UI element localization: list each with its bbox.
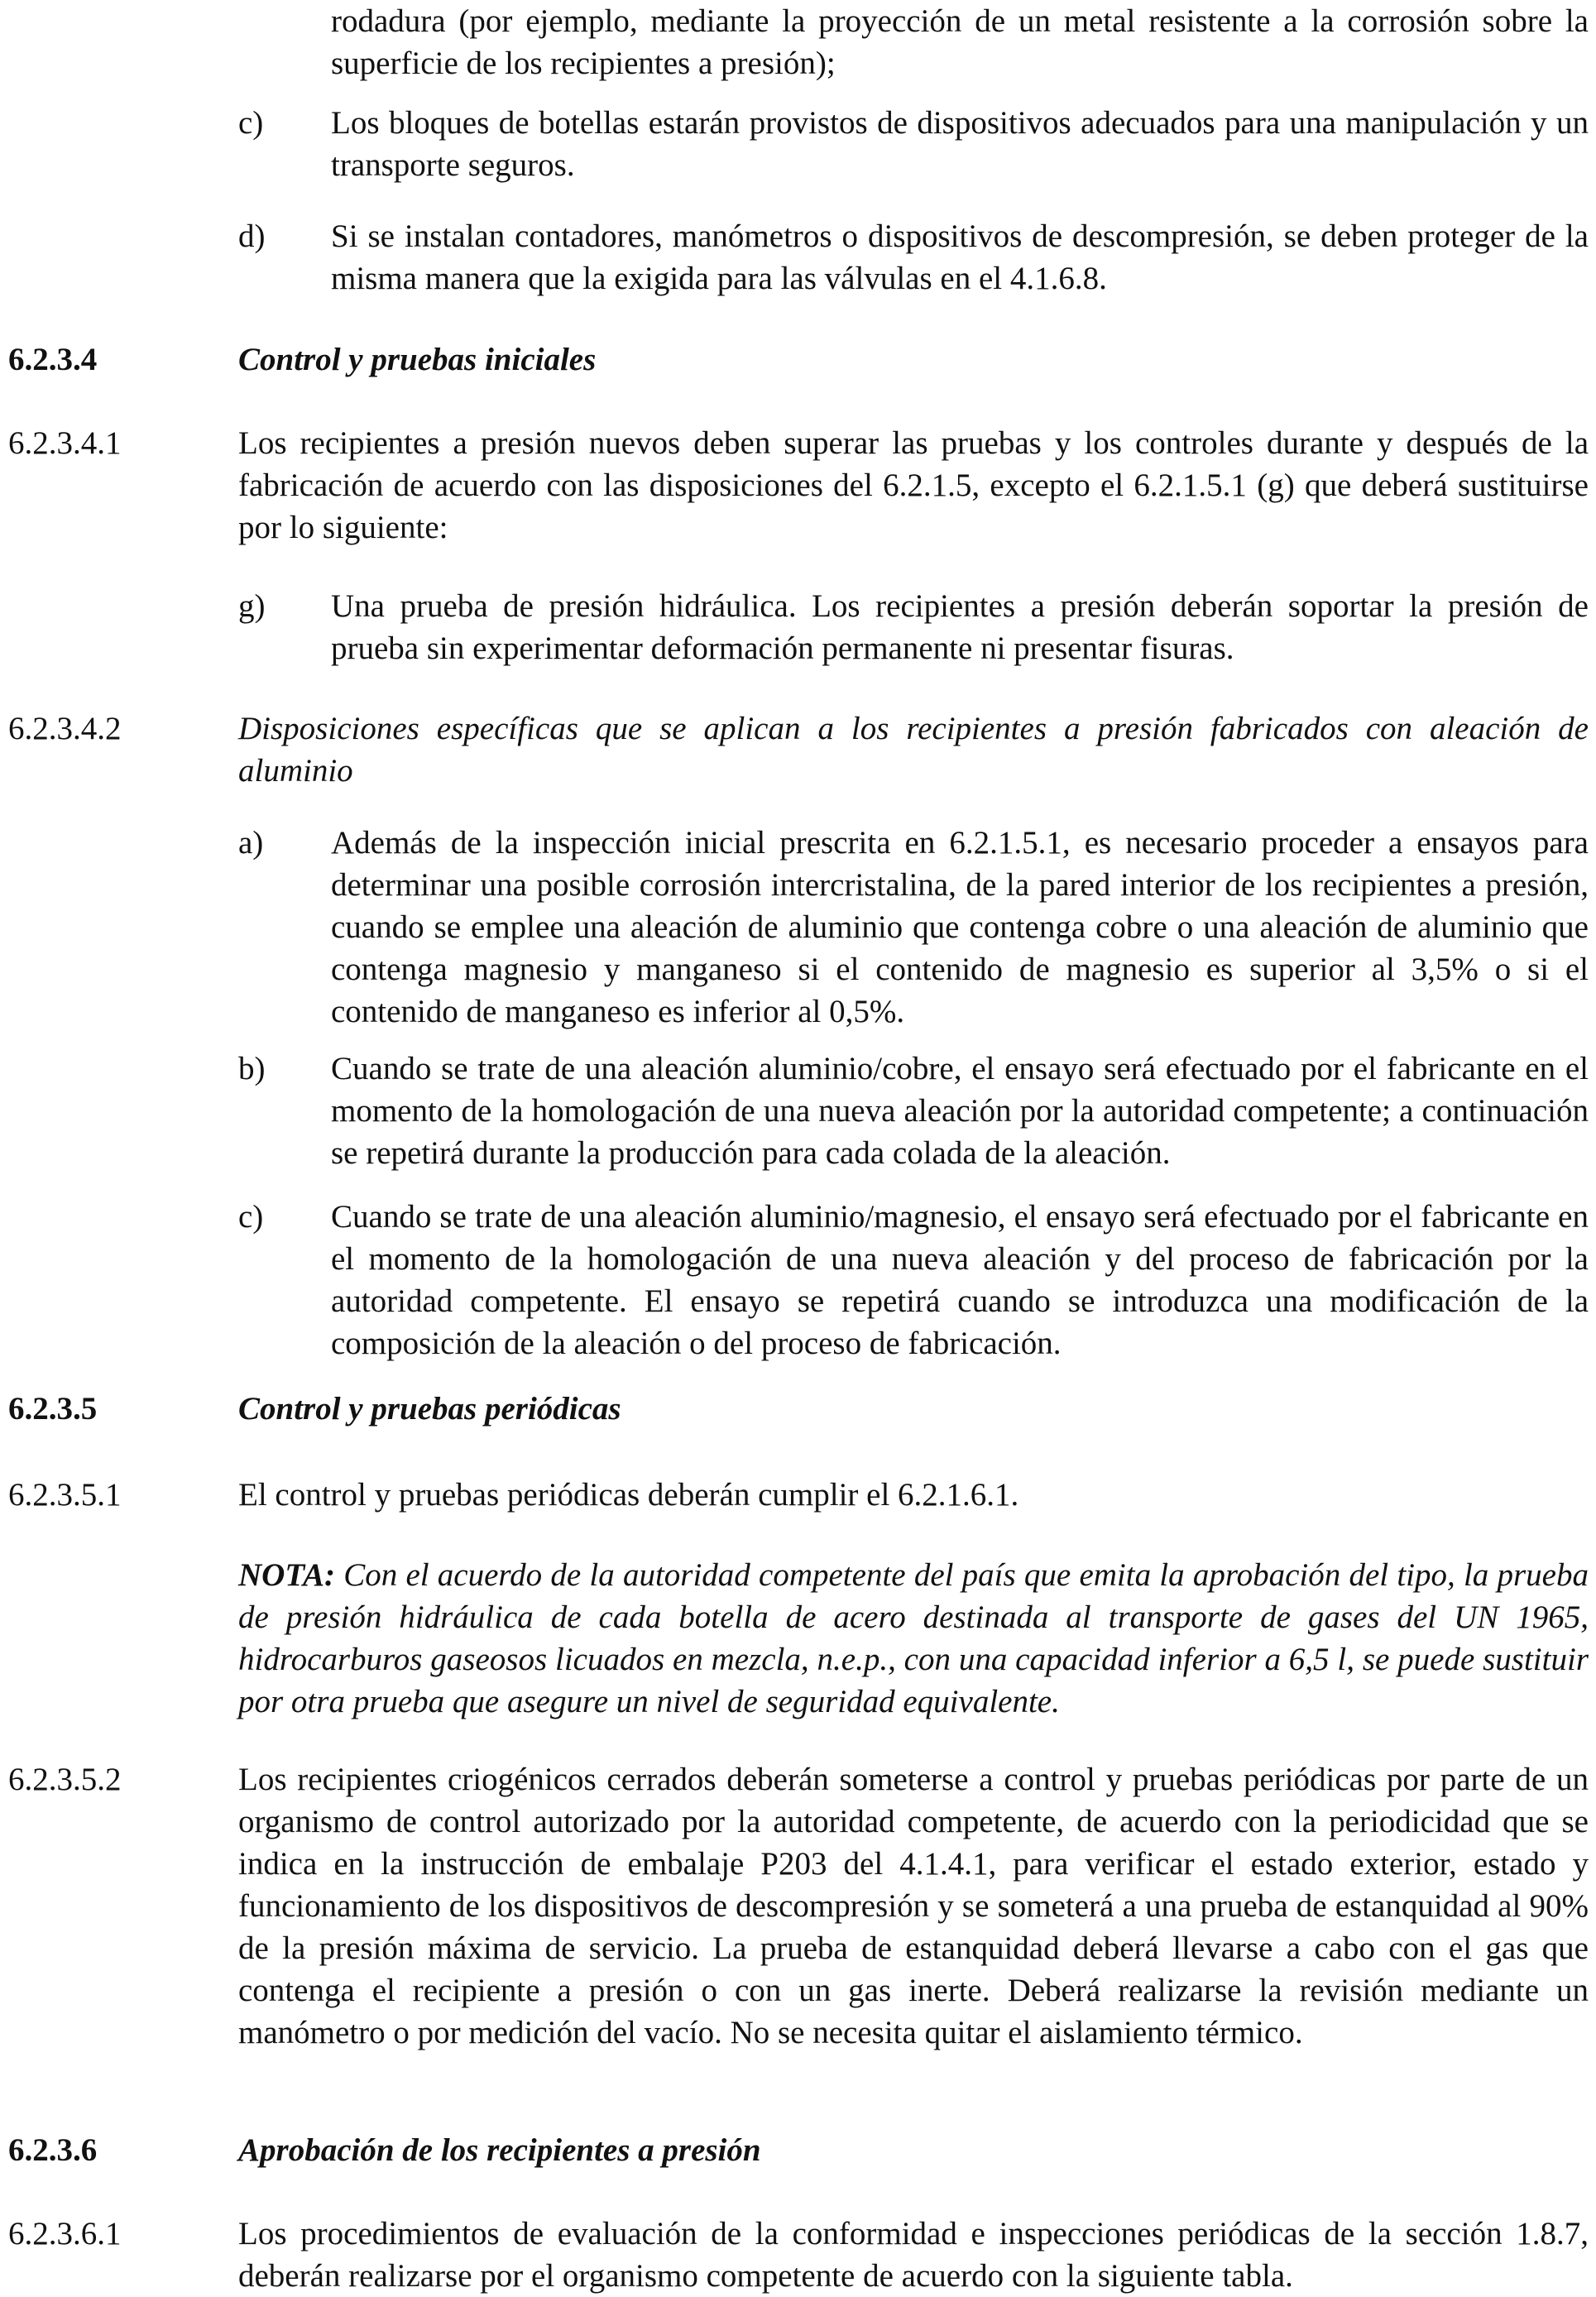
section-62361-text: Los procedimientos de evaluación de la conformidad e inspecciones periódicas de la sección 1.8.7, deberán realizarse por el organismo competente de acuerdo con la siguiente tabla.	[238, 2216, 1589, 2294]
section-62352-text: Los recipientes criogénicos cerrados deberán someterse a control y pruebas periódicas por parte de un organismo de control autorizado por la autoridad competente, de acuerdo con la periodicidad que se indica en la instrucción de embalaje P203 del 4.1.4.1, para verificar el estado exterior, estado y funcionamiento de los dispositivos de descompresión y se someterá a una prueba de estanquidad al 90% de la presión máxima de servicio. La prueba de estanquidad deberá llevarse a cabo con el gas que contenga el recipiente a presión o con un gas inerte. Deberá realizarse la revisión mediante un manómetro o por medición del vacío. No se necesita quitar el aislamiento térmico.	[238, 1762, 1589, 2050]
item-c2-text: Cuando se trate de una aleación aluminio/magnesio, el ensayo será efectuado por el fabricante en el momento de la homologación de una nueva aleación y del proceso de fabricación por la autoridad competente. El ensayo se repetirá cuando se introduzca una modificación de la composición de la aleación o del proceso de fabricación.	[331, 1199, 1589, 1361]
section-62341-number: 6.2.3.4.1	[8, 425, 122, 461]
section-6234-number: 6.2.3.4	[8, 342, 98, 377]
item-a-text: Además de la inspección inicial prescrita en 6.2.1.5.1, es necesario proceder a ensayos para determinar una posible corrosión intercristalina, de la pared interior de los recipientes a presión, cuando se emplee una aleación de aluminio que contenga cobre o una aleación de aluminio que contenga magnesio y manganeso si el contenido de magnesio es superior al 3,5% o si el contenido de manganeso es inferior al 0,5%.	[331, 825, 1589, 1029]
section-62341-text: Los recipientes a presión nuevos deben superar las pruebas y los controles durante y después de la fabricación de acuerdo con las disposiciones del 6.2.1.5, excepto el 6.2.1.5.1 (g) que deberá sustituirse por lo siguiente:	[238, 425, 1589, 545]
item-g-letter: g)	[238, 588, 266, 624]
item-c2-letter: c)	[238, 1199, 264, 1235]
item-c-letter: c)	[238, 105, 264, 141]
section-62352-number: 6.2.3.5.2	[8, 1762, 122, 1797]
section-6235-title: Control y pruebas periódicas	[238, 1391, 621, 1427]
section-62351-text: El control y pruebas periódicas deberán cumplir el 6.2.1.6.1.	[238, 1477, 1019, 1513]
section-6234-title: Control y pruebas iniciales	[238, 342, 597, 377]
item-a-letter: a)	[238, 825, 264, 861]
item-g-text: Una prueba de presión hidráulica. Los recipientes a presión deberán soportar la presión de prueba sin experimentar deformación permanente ni presentar fisuras.	[331, 588, 1589, 666]
section-62342-number: 6.2.3.4.2	[8, 711, 122, 746]
section-62351-note	[238, 1554, 1589, 1723]
item-d-letter: d)	[238, 218, 266, 254]
item-b-text: Cuando se trate de una aleación aluminio/cobre, el ensayo será efectuado por el fabricante en el momento de la homologación de una nueva aleación por la autoridad competente; a continuación se repetirá durante la producción para cada colada de la aleación.	[331, 1051, 1589, 1171]
section-62361-number: 6.2.3.6.1	[8, 2216, 122, 2251]
item-b-letter: b)	[238, 1051, 266, 1086]
section-62342-title: Disposiciones específicas que se aplican a los recipientes a presión fabricados con aleación de aluminio	[238, 711, 1589, 789]
note-text: Con el acuerdo de la autoridad competente del país que emita la aprobación del tipo, la prueba de presión hidráulica de cada botella de acero destinada al transporte de gases del UN 1965, hidrocarburos gaseosos licuados en mezcla, n.e.p., con una capacidad inferior a 6,5 l, se puede sustituir por otra prueba que asegure un nivel de seguridad equivalente.	[238, 1557, 1589, 1719]
note-label: NOTA:	[238, 1557, 335, 1593]
section-6236-title: Aprobación de los recipientes a presión	[238, 2132, 761, 2168]
item-b-continuation: rodadura (por ejemplo, mediante la proyección de un metal resistente a la corrosión sobre la superficie de los recipientes a presión);	[331, 3, 1589, 81]
item-c-text: Los bloques de botellas estarán provistos de dispositivos adecuados para una manipulación y un transporte seguros.	[331, 105, 1589, 183]
section-62351-number: 6.2.3.5.1	[8, 1477, 122, 1513]
section-6235-number: 6.2.3.5	[8, 1391, 98, 1427]
item-d-text: Si se instalan contadores, manómetros o dispositivos de descompresión, se deben proteger de la misma manera que la exigida para las válvulas en el 4.1.6.8.	[331, 218, 1589, 296]
section-6236-number: 6.2.3.6	[8, 2132, 98, 2168]
